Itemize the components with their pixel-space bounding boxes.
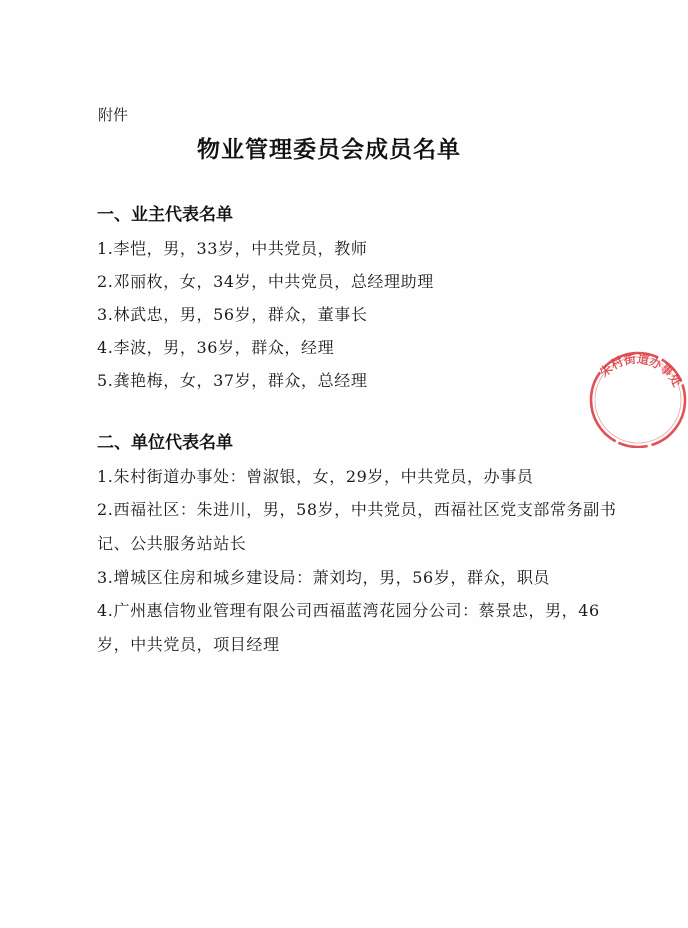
attachment-label: 附件 bbox=[98, 106, 129, 124]
official-seal-stamp bbox=[578, 338, 688, 448]
owner-entry-4: 4.李波，男，36岁，群众，经理 bbox=[97, 338, 335, 357]
owner-entry-1: 1.李恺，男，33岁，中共党员，教师 bbox=[97, 239, 368, 258]
unit-entry-2: 2.西福社区：朱进川，男，58岁，中共党员，西福社区党支部常务副书记、公共服务站站长 bbox=[97, 500, 617, 553]
units-section bbox=[97, 427, 617, 662]
unit-entry-1: 1.朱村街道办事处：曾淑银，女，29岁，中共党员，办事员 bbox=[97, 467, 534, 486]
page-title: 物业管理委员会成员名单 bbox=[197, 137, 461, 163]
unit-entry-3: 3.增城区住房和城乡建设局：萧刘均，男，56岁，群众，职员 bbox=[97, 568, 551, 587]
owner-entry-5: 5.龚艳梅，女，37岁，群众，总经理 bbox=[97, 371, 368, 390]
units-section-heading: 二、单位代表名单 bbox=[97, 433, 233, 453]
owners-section-heading: 一、业主代表名单 bbox=[97, 205, 233, 225]
owner-entry-2: 2.邓丽枚，女，34岁，中共党员，总经理助理 bbox=[97, 272, 434, 291]
unit-entry-4: 4.广州惠信物业管理有限公司西福蓝湾花园分公司：蔡景忠，男，46岁，中共党员，项目经理 bbox=[97, 601, 600, 654]
owners-section bbox=[97, 199, 617, 397]
owner-entry-3: 3.林武忠，男，56岁，群众，董事长 bbox=[97, 305, 368, 324]
seal-text: 朱村街道办事处 bbox=[596, 351, 685, 390]
